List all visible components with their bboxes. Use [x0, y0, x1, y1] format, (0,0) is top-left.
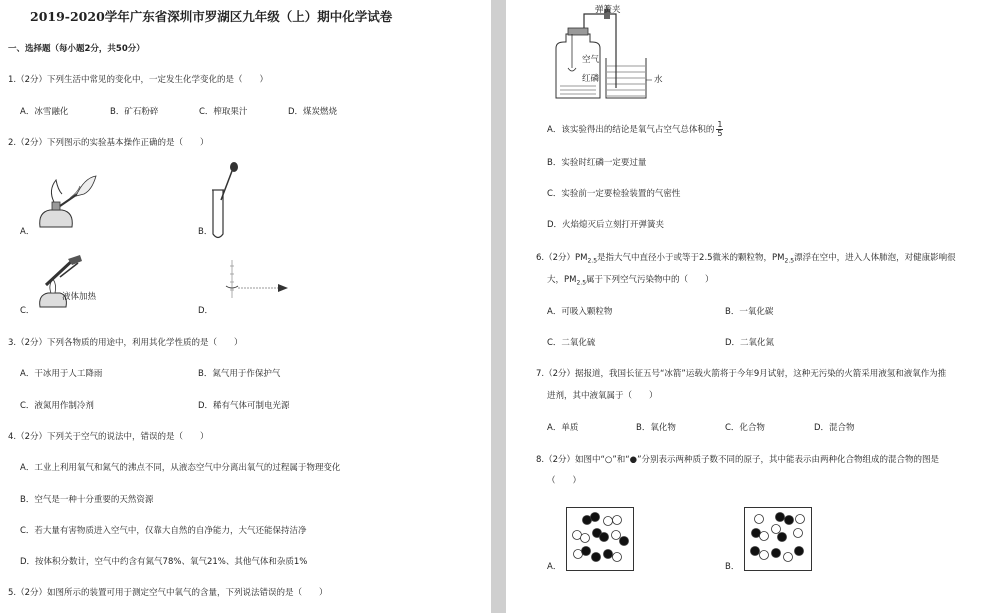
fraction-numerator: 1: [717, 120, 723, 129]
apparatus-label-phosphorus: 红磷: [582, 74, 600, 84]
q2-option-b[interactable]: B．: [198, 227, 213, 237]
q6-line-2-part-a: 大，PM: [547, 275, 577, 285]
q8-figure-a-molecules-icon: [566, 507, 634, 571]
page-gutter: [491, 0, 506, 613]
q5-option-b[interactable]: B．实验时红磷一定要过量: [547, 158, 647, 168]
q8-figure-b-molecules-icon: [744, 507, 812, 571]
q2-option-d[interactable]: D．: [198, 306, 214, 316]
q6-line-1-part-a: 6.（2分）PM: [536, 253, 588, 263]
q2-c-caption: 液体加热: [62, 292, 97, 302]
q6-subscript-1: 2.5: [587, 257, 598, 265]
q8-line-2: （ ）: [547, 476, 582, 486]
q6-subscript-3: 2.5: [576, 279, 587, 287]
q1-text: 1.（2分）下列生活中常见的变化中，一定发生化学变化的是（ ）: [8, 75, 269, 85]
fraction-denominator: 5: [717, 129, 723, 138]
q7-option-d[interactable]: D．混合物: [814, 423, 855, 433]
q1-option-a[interactable]: A．冰雪融化: [20, 107, 69, 117]
q2-text: 2.（2分）下列图示的实验基本操作正确的是（ ）: [8, 138, 209, 148]
apparatus-label-clamp: 弹簧夹: [595, 5, 621, 15]
q6-line-1-part-c: 漂浮在空中，进入人体肺泡，对健康影响很: [794, 253, 956, 263]
q3-option-c[interactable]: C．液氮用作制冷剂: [20, 401, 94, 411]
q3-option-b[interactable]: B．氮气用于作保护气: [198, 369, 281, 379]
page-title: 2019-2020学年广东省深圳市罗湖区九年级（上）期中化学试卷: [30, 9, 393, 24]
q6-option-d[interactable]: D．二氧化氮: [725, 338, 775, 348]
q7-option-a[interactable]: A．单质: [547, 423, 579, 433]
q8-option-a[interactable]: A．: [547, 562, 562, 572]
q7-option-b[interactable]: B．氧化物: [636, 423, 676, 433]
q1-option-d[interactable]: D．煤炭燃烧: [288, 107, 338, 117]
q4-option-b[interactable]: B．空气是一种十分重要的天然资源: [20, 495, 154, 505]
q2-figure-d-cylinder-icon: [218, 258, 293, 303]
q1-option-b[interactable]: B．矿石粉碎: [110, 107, 159, 117]
section-heading: 一、选择题（每小题2分，共50分）: [8, 44, 145, 54]
q5-option-c[interactable]: C．实验前一定要检验装置的气密性: [547, 189, 681, 199]
q5-option-a[interactable]: [547, 121, 723, 138]
q4-option-a[interactable]: A．工业上利用氧气和氮气的沸点不同，从液态空气中分离出氧气的过程属于物理变化: [20, 463, 341, 473]
q7-option-c[interactable]: C．化合物: [725, 423, 765, 433]
q7-line-1: 7.（2分）据报道，我国长征五号“冰箭”运载火箭将于今年9月试射，这种无污染的火箭采用液氢和液氧作为推: [536, 369, 947, 379]
q6-line-1: [536, 253, 956, 267]
q3-option-a[interactable]: A．干冰用于人工降雨: [20, 369, 103, 379]
q6-line-2: [547, 275, 714, 289]
right-page: [506, 0, 1001, 613]
q1-option-c[interactable]: C．榨取果汁: [199, 107, 248, 117]
q7-line-2: 进剂，其中液氧属于（ ）: [547, 391, 658, 401]
q5-option-d[interactable]: D．火焰熄灭后立刻打开弹簧夹: [547, 220, 665, 230]
q6-option-a[interactable]: A．可吸入颗粒物: [547, 307, 613, 317]
q6-subscript-2: 2.5: [784, 257, 795, 265]
q8-option-b[interactable]: B．: [725, 562, 740, 572]
q4-option-d[interactable]: D．按体积分数计，空气中约含有氮气78%、氧气21%、其他气体和杂质1%: [20, 557, 308, 567]
q3-text: 3.（2分）下列各物质的用途中，利用其化学性质的是（ ）: [8, 338, 243, 348]
q8-line-1: 8.（2分）如图中“○”和“●”分别表示两种质子数不同的原子，其中能表示由两种化合物组成的混合物的图是: [536, 455, 939, 465]
left-page: [0, 0, 491, 613]
q4-option-c[interactable]: C．若大量有害物质进入空气中，仅靠大自然的自净能力，大气还能保持洁净: [20, 526, 307, 536]
apparatus-label-water: 水: [654, 75, 663, 85]
q4-text: 4.（2分）下列关于空气的说法中，错误的是（ ）: [8, 432, 209, 442]
fraction-one-fifth: [716, 121, 723, 138]
apparatus-label-air: 空气: [582, 55, 600, 65]
q3-option-d[interactable]: D．稀有气体可制电光源: [198, 401, 290, 411]
q6-line-1-part-b: 是指大气中直径小于或等于2.5微米的颗粒物，PM: [597, 253, 785, 263]
q5-text: 5.（2分）如图所示的装置可用于测定空气中氧气的含量，下列说法错误的是（ ）: [8, 588, 328, 598]
q6-option-c[interactable]: C．二氧化硫: [547, 338, 596, 348]
q6-option-b[interactable]: B．一氧化碳: [725, 307, 774, 317]
q2-option-a[interactable]: A．: [20, 227, 35, 237]
q6-line-2-part-b: 属于下列空气污染物中的（ ）: [586, 275, 714, 285]
q2-figure-a-lamp-icon: [34, 172, 104, 232]
q2-option-c[interactable]: C．: [20, 306, 35, 316]
q5-option-a-text: A．该实验得出的结论是氧气占空气总体积的: [547, 125, 715, 135]
